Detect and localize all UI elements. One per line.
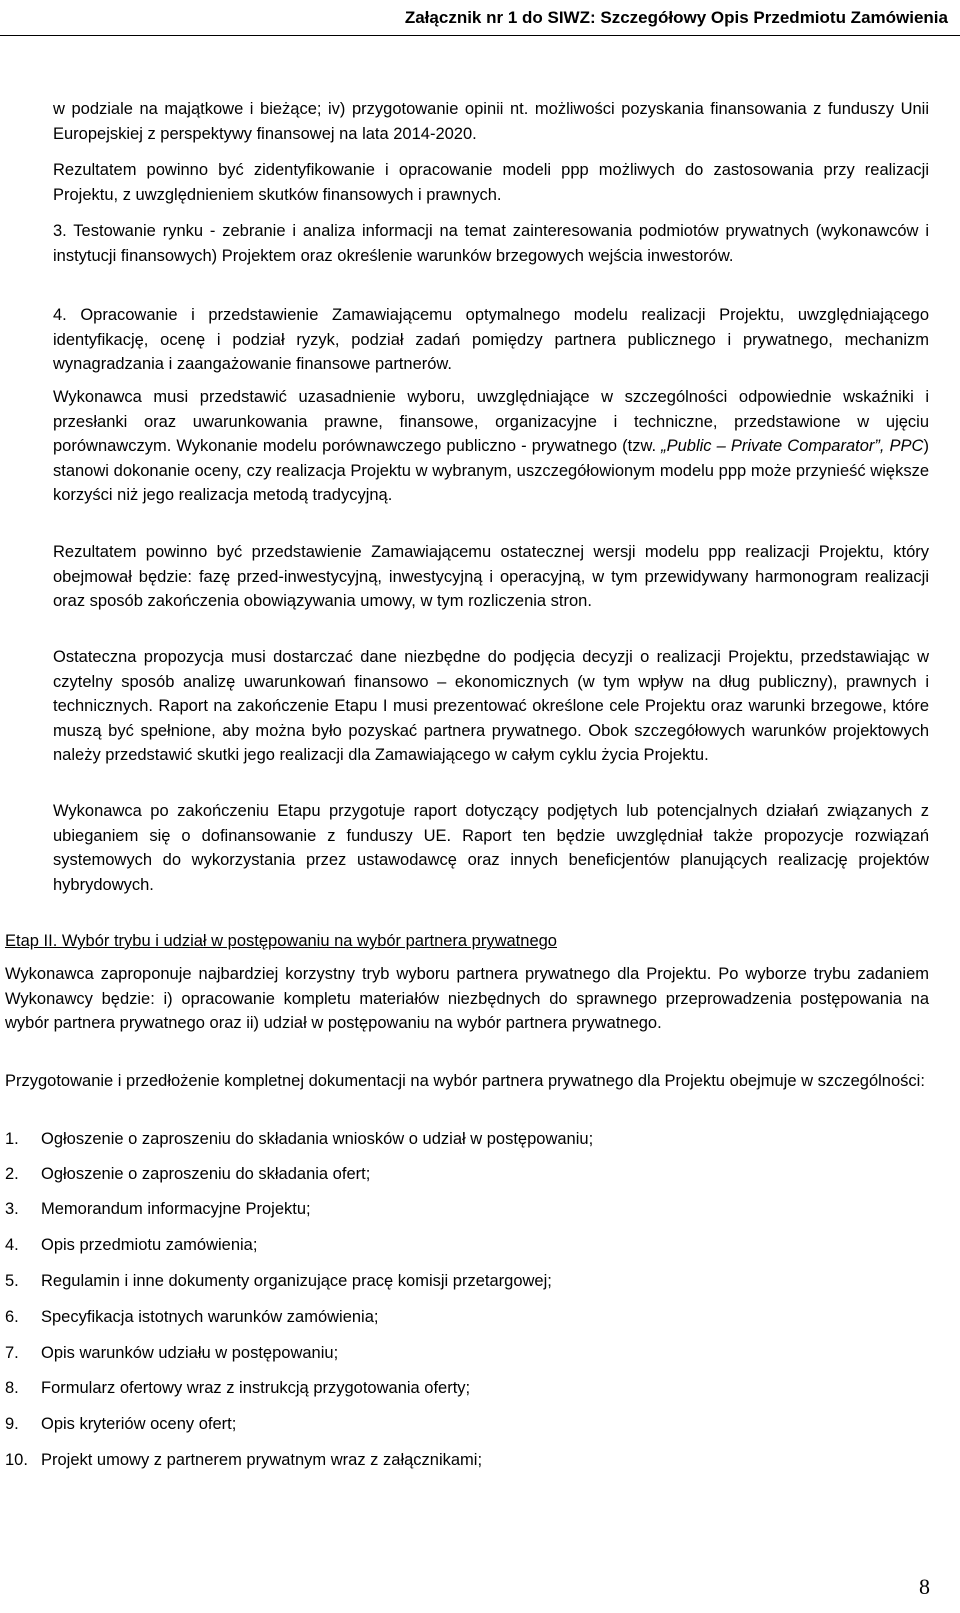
paragraph-final-proposal: Ostateczna propozycja musi dostarczać dane niezbędne do podjęcia decyzji o realizacji Projektu, przedstawiając w czytelny sposób analizę uwarunkowań finansowo – ekonomicznych (w tym wpływ na dług publiczny), prawnych i technicznych. Raport na zakończenie Etapu I musi prezentować określone cele Projektu oraz warunki brzegowe, które muszą być spełnione, aby można było pozyskać partnera prywatnego. Obok szczegółowych warunków projektowych należy przedstawić skutki jego realizacji dla Zamawiającego w całym cyklu życia Projektu. [53, 648, 929, 764]
header-rule [0, 35, 960, 36]
paragraph-market-testing: 3. Testowanie rynku - zebranie i analiza informacji na temat zainteresowania podmiotów prywatnych (wykonawców i instytucji finansowych) Projektem oraz określenie warunków brzegowych wejścia inwestorów. [53, 222, 929, 265]
justification-text-start: Wykonawca musi przedstawić uzasadnienie wyboru, uwzględniające w szczególności odpowiednie wskaźniki i przesłanki oraz uwarunkowania prawne, finansowe, organizacyjne i techniczne, przedstawione w ujęciu porównawczym. Wykonanie modelu porównawczego publiczno - prywatnego (tzw. [53, 388, 929, 455]
section-heading-etap-2: Etap II. Wybór trybu i udział w postępowaniu na wybór partnera prywatnego [5, 932, 557, 950]
paragraph-optimal-model: 4. Opracowanie i przedstawienie Zamawiającemu optymalnego modelu realizacji Projektu, uwzględniającego identyfikację, ocenę i podział ryzyk, podział zadań pomiędzy partnera publicznego i prywatnego, mechanizm wynagradzania i zaangażowanie finansowe partnerów. [53, 306, 929, 373]
ppc-term: „Public – Private Comparator”, PPC [661, 437, 924, 455]
paragraph-procedure: Wykonawca zaproponuje najbardziej korzystny tryb wyboru partnera prywatnego dla Projektu. Po wyborze trybu zadaniem Wykonawcy będzie: i) opracowanie kompletu materiałów niezbędnych do sprawnego przeprowadzenia postępowania na wybór partnera prywatnego oraz ii) udział w postępowaniu na wybór partnera prywatnego. [5, 965, 929, 1032]
paragraph-eu-report: Wykonawca po zakończeniu Etapu przygotuje raport dotyczący podjętych lub potencjalnych działań związanych z ubieganiem się o dofinansowanie z funduszy UE. Raport ten będzie uwzględniał także propozycje rozwiązań systemowych do wykorzystania przez ustawodawcę oraz innych beneficjentów planujących realizację projektów hybrydowych. [53, 802, 929, 894]
paragraph-documentation: Przygotowanie i przedłożenie kompletnej dokumentacji na wybór partnera prywatnego dla Projektu obejmuje w szczególności: [5, 1072, 925, 1090]
paragraph-funding: w podziale na majątkowe i bieżące; iv) przygotowanie opinii nt. możliwości pozyskania finansowania z funduszy Unii Europejskiej z perspektywy finansowej na lata 2014-2020. [53, 100, 929, 143]
document-header: Załącznik nr 1 do SIWZ: Szczegółowy Opis Przedmiotu Zamówienia [404, 8, 948, 27]
paragraph-justification [53, 385, 929, 508]
paragraph-final-model: Rezultatem powinno być przedstawienie Zamawiającemu ostatecznej wersji modelu ppp realizacji Projektu, który obejmował będzie: fazę przed-inwestycyjną, inwestycyjną i operacyjną, w tym przewidywany harmonogram realizacji oraz sposób zakończenia obowiązywania umowy, w tym rozliczenia stron. [53, 543, 929, 610]
justification-text-end: ) stanowi dokonanie oceny, czy realizacja Projektu w wybranym, uszczegółowionym modelu ppp może przynieść większe korzyści niż jego realizacja metodą tradycyjną. [53, 437, 929, 504]
paragraph-result-models: Rezultatem powinno być zidentyfikowanie i opracowanie modeli ppp możliwych do zastosowania przy realizacji Projektu, z uwzględnieniem skutków finansowych i prawnych. [53, 161, 929, 204]
page-number: 8 [919, 1574, 930, 1599]
